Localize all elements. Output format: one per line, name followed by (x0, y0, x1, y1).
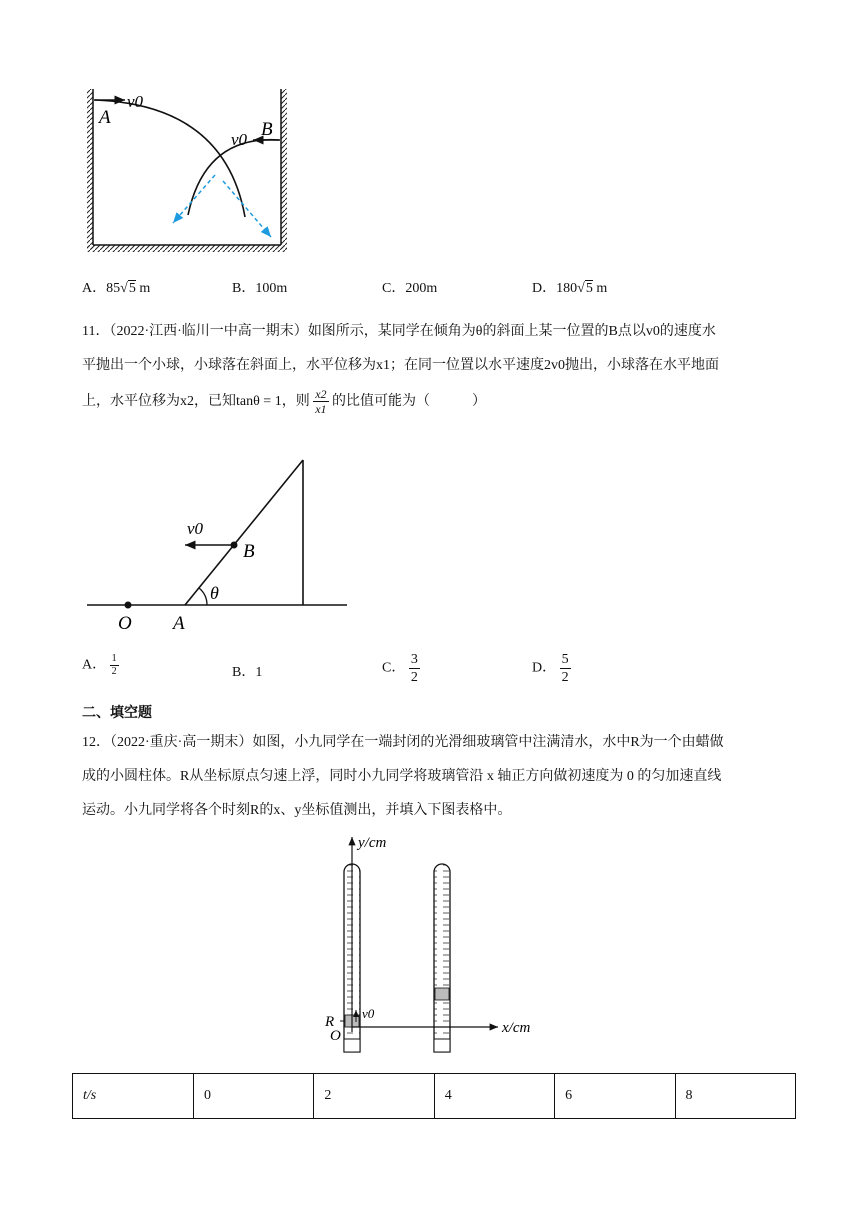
label-R: R (325, 1014, 335, 1030)
label-y-axis: y/cm (358, 835, 387, 851)
right-wall-hatch (281, 89, 287, 249)
table-cell: 0 (193, 1074, 313, 1119)
q11-option-d: D． $\frac{5}{2}$ (532, 652, 569, 685)
label-v0-A: v0 (127, 92, 144, 111)
blue-dashed-arrow-right (223, 181, 271, 237)
q11-option-b: B．1 (232, 665, 263, 680)
q12-question (82, 726, 796, 828)
label-A: A (173, 613, 185, 634)
q11-question (82, 315, 796, 419)
q12-line1: 12．（2022·重庆·高一期末）如图，小九同学在一端封闭的光滑细玻璃管中注满清水，水中R为一个由蜡做 (82, 735, 724, 750)
q11-figure (85, 450, 355, 635)
floor-hatch (87, 245, 287, 252)
label-v0-B: v0 (231, 130, 248, 149)
label-B: B (243, 541, 255, 562)
point-O (125, 602, 132, 609)
label-O: O (118, 613, 132, 634)
label-theta: θ (210, 583, 219, 603)
left-wall-hatch (87, 89, 93, 249)
q10-option-c: C．200m (382, 281, 438, 296)
q11-line3: 上，水平位移为x2，已知tanθ = 1，则 $\frac{x2}{x1}$ 的比值可能为（ ） (82, 387, 487, 417)
q11-ratio: $\frac{x2}{x1}$ (315, 387, 327, 417)
label-O: O (330, 1028, 341, 1044)
table-cell: 6 (555, 1074, 675, 1119)
q11-option-c: C． $\frac{3}{2}$ (382, 652, 418, 685)
q10-option-a: A．85√5 m (82, 281, 151, 296)
q12-line2: 成的小圆柱体。R从坐标原点匀速上浮，同时小九同学将玻璃管沿 x 轴正方向做初速度为 0 的匀加速直线 (82, 769, 722, 784)
q12-figure (320, 832, 540, 1062)
table-cell: 8 (675, 1074, 795, 1119)
label-B: B (261, 119, 273, 140)
theta-arc (199, 588, 207, 605)
q11-option-a: A． $\frac{1}{2}$ (82, 653, 117, 677)
table-cell: 2 (314, 1074, 434, 1119)
cylinder-R-moved (435, 988, 449, 1000)
table-cell: 4 (434, 1074, 554, 1119)
right-tube (434, 864, 450, 1052)
q12-data-table (72, 1073, 796, 1119)
q11-line1: 11．（2022·江西·临川一中高一期末）如图所示，某同学在倾角为θ的斜面上某一位置的B点以v0的速度水 (82, 324, 716, 339)
q10-option-b: B．100m (232, 281, 288, 296)
q10-option-d: D．180√5 m (532, 281, 608, 296)
section-fill-in-title: 二、填空题 (82, 705, 152, 721)
table-row (73, 1074, 796, 1119)
blue-dashed-arrow-left (173, 175, 215, 223)
label-A: A (99, 107, 111, 128)
table-header-cell: t/s (73, 1074, 194, 1119)
label-v0: v0 (362, 1006, 375, 1021)
q11-line2: 平抛出一个小球，小球落在斜面上，水平位移为x1；在同一位置以水平速度2v0抛出，小球落在水平地面 (82, 358, 719, 373)
label-x-axis: x/cm (502, 1020, 531, 1036)
q12-line3: 运动。小九同学将各个时刻R的x、y坐标值测出，并填入下图表格中。 (82, 803, 512, 818)
trajectory-from-A (95, 100, 245, 217)
q10-figure (85, 85, 300, 260)
label-v0: v0 (187, 519, 204, 538)
